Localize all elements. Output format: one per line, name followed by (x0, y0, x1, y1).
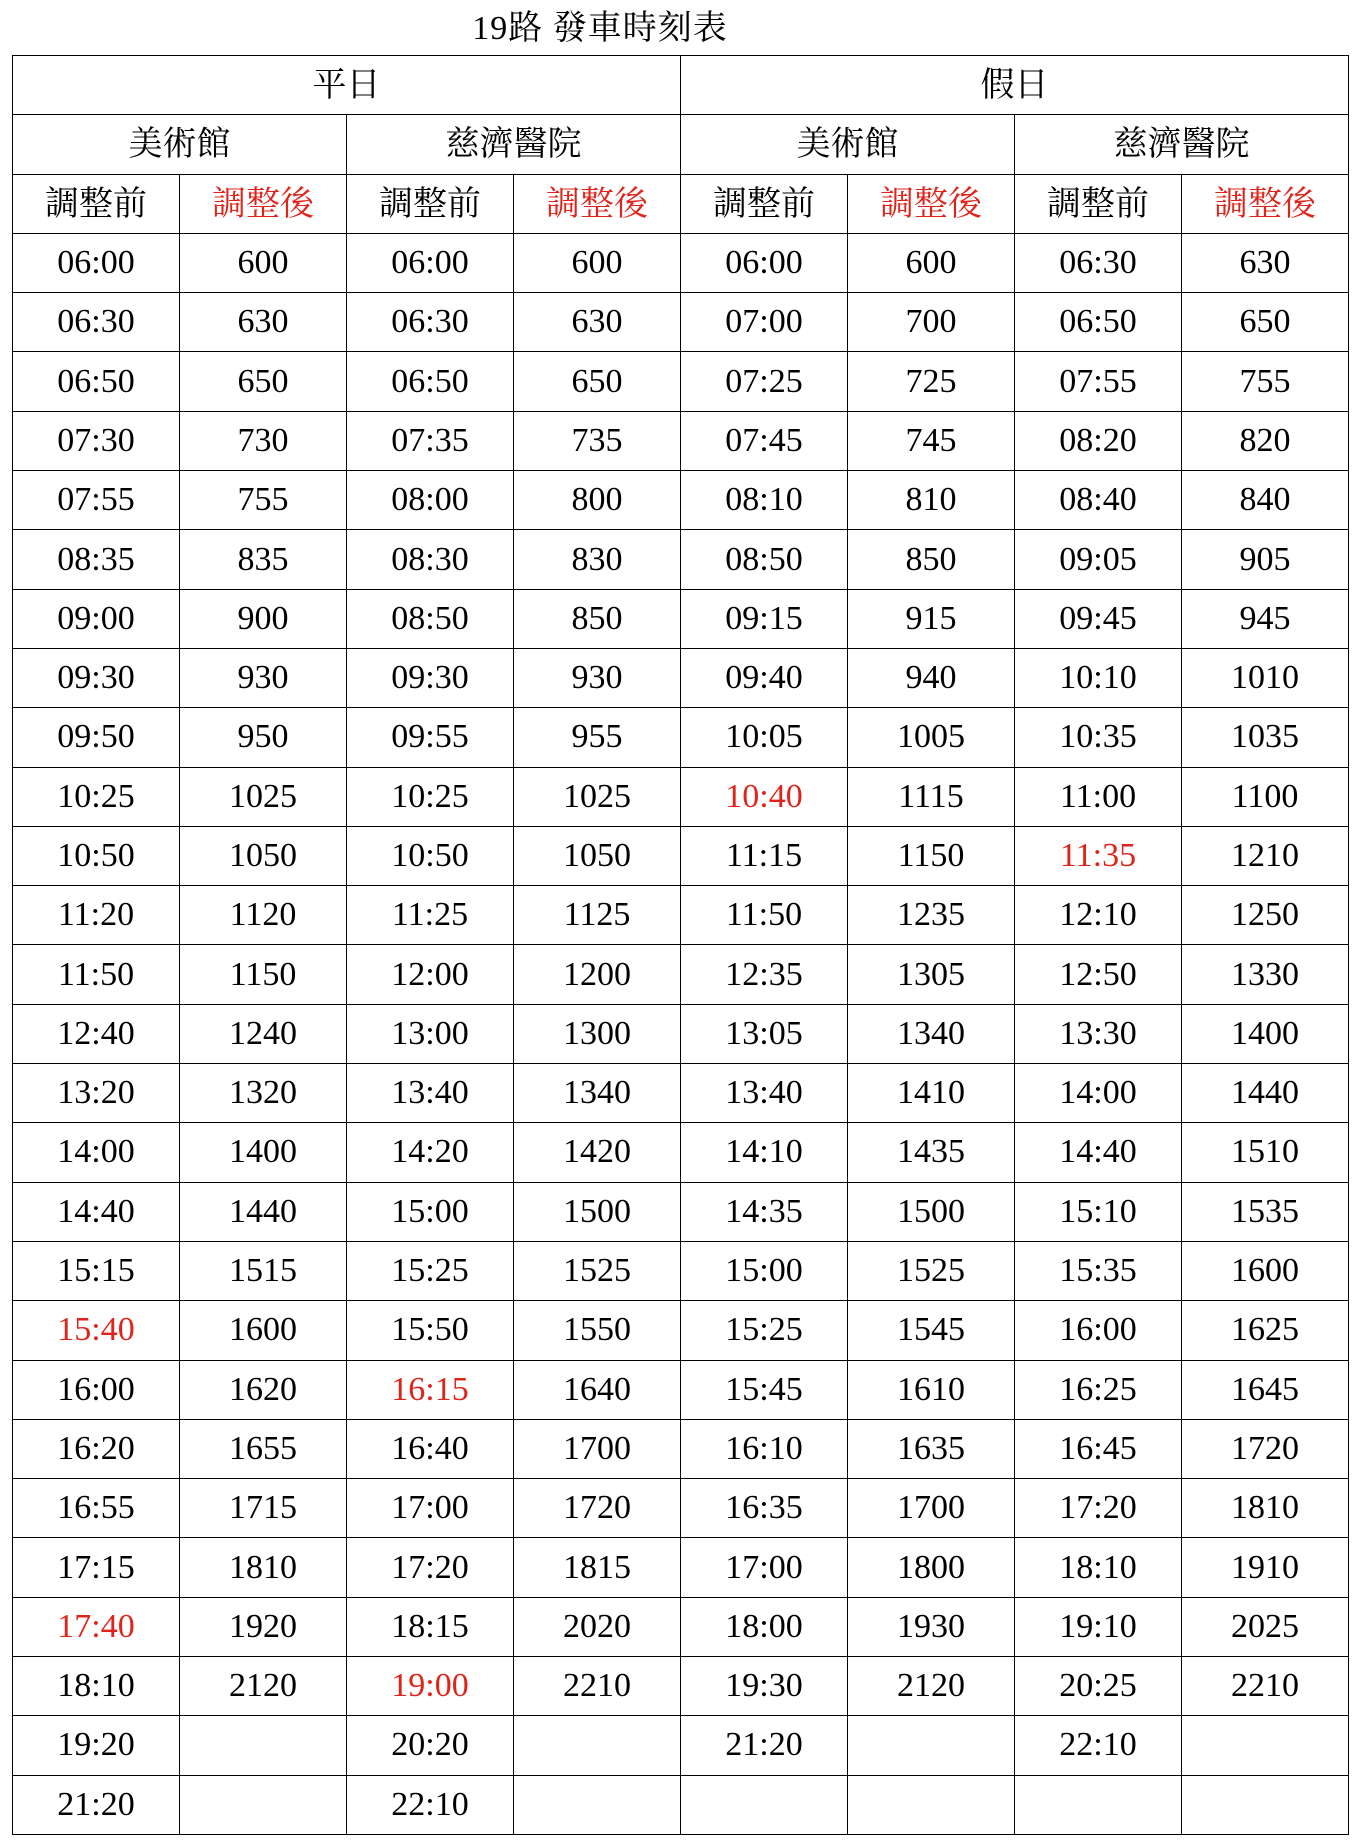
time-after-cell: 1440 (1182, 1064, 1349, 1123)
time-before-cell: 14:20 (347, 1123, 514, 1182)
time-before-cell: 21:20 (681, 1716, 848, 1775)
time-after-cell: 1715 (180, 1479, 347, 1538)
table-row (13, 1004, 1349, 1063)
time-before-cell: 12:10 (1015, 886, 1182, 945)
time-before-cell: 15:40 (13, 1301, 180, 1360)
time-before-cell: 16:55 (13, 1479, 180, 1538)
time-after-cell (1182, 1775, 1349, 1834)
table-row (13, 1419, 1349, 1478)
table-row (13, 1360, 1349, 1419)
time-before-cell: 16:40 (347, 1419, 514, 1478)
time-after-cell: 2120 (848, 1657, 1015, 1716)
time-before-cell: 20:25 (1015, 1657, 1182, 1716)
time-before-cell: 09:30 (13, 648, 180, 707)
table-row (13, 1301, 1349, 1360)
time-after-cell: 1600 (1182, 1241, 1349, 1300)
weekday-header: 平日 (13, 56, 681, 115)
table-row (13, 1538, 1349, 1597)
time-after-cell: 840 (1182, 471, 1349, 530)
time-after-cell: 600 (180, 233, 347, 292)
time-before-cell: 10:10 (1015, 648, 1182, 707)
time-before-cell: 06:00 (347, 233, 514, 292)
time-after-cell: 2210 (514, 1657, 681, 1716)
time-after-cell: 600 (514, 233, 681, 292)
time-after-cell: 1305 (848, 945, 1015, 1004)
time-after-cell: 940 (848, 648, 1015, 707)
time-before-cell: 06:50 (1015, 293, 1182, 352)
time-after-cell: 1600 (180, 1301, 347, 1360)
before-adjust-header: 調整前 (681, 174, 848, 233)
time-after-cell: 725 (848, 352, 1015, 411)
table-row (13, 471, 1349, 530)
time-before-cell: 15:50 (347, 1301, 514, 1360)
time-before-cell: 11:50 (13, 945, 180, 1004)
time-after-cell: 1645 (1182, 1360, 1349, 1419)
time-after-cell: 1640 (514, 1360, 681, 1419)
time-after-cell: 1400 (1182, 1004, 1349, 1063)
time-after-cell: 1240 (180, 1004, 347, 1063)
time-before-cell: 14:40 (13, 1182, 180, 1241)
time-before-cell: 21:20 (13, 1775, 180, 1834)
time-after-cell: 1120 (180, 886, 347, 945)
time-before-cell: 11:35 (1015, 826, 1182, 885)
time-after-cell: 1720 (514, 1479, 681, 1538)
time-after-cell: 1125 (514, 886, 681, 945)
time-before-cell: 10:50 (347, 826, 514, 885)
time-before-cell: 14:00 (1015, 1064, 1182, 1123)
station-header: 慈濟醫院 (347, 115, 681, 174)
time-before-cell: 15:25 (681, 1301, 848, 1360)
time-before-cell: 17:40 (13, 1597, 180, 1656)
time-after-cell: 905 (1182, 530, 1349, 589)
time-after-cell: 1610 (848, 1360, 1015, 1419)
time-before-cell: 08:00 (347, 471, 514, 530)
table-row (13, 411, 1349, 470)
table-row (13, 648, 1349, 707)
time-before-cell: 18:00 (681, 1597, 848, 1656)
time-after-cell: 1025 (180, 767, 347, 826)
table-row (13, 1064, 1349, 1123)
time-before-cell: 12:00 (347, 945, 514, 1004)
time-before-cell: 15:45 (681, 1360, 848, 1419)
time-after-cell: 2025 (1182, 1597, 1349, 1656)
time-after-cell: 1525 (848, 1241, 1015, 1300)
time-after-cell: 1150 (180, 945, 347, 1004)
time-after-cell: 830 (514, 530, 681, 589)
time-before-cell: 20:20 (347, 1716, 514, 1775)
time-before-cell: 06:00 (681, 233, 848, 292)
table-row (13, 708, 1349, 767)
time-after-cell: 2120 (180, 1657, 347, 1716)
time-after-cell: 1550 (514, 1301, 681, 1360)
time-after-cell: 1100 (1182, 767, 1349, 826)
time-after-cell: 1250 (1182, 886, 1349, 945)
time-after-cell: 1210 (1182, 826, 1349, 885)
before-adjust-header: 調整前 (1015, 174, 1182, 233)
table-row (13, 1597, 1349, 1656)
time-before-cell: 15:25 (347, 1241, 514, 1300)
table-row (13, 293, 1349, 352)
time-before-cell: 13:00 (347, 1004, 514, 1063)
time-after-cell: 2020 (514, 1597, 681, 1656)
time-before-cell: 08:10 (681, 471, 848, 530)
time-before-cell: 09:30 (347, 648, 514, 707)
time-after-cell: 1535 (1182, 1182, 1349, 1241)
time-before-cell: 22:10 (347, 1775, 514, 1834)
time-before-cell: 06:00 (13, 233, 180, 292)
time-after-cell: 630 (180, 293, 347, 352)
time-after-cell: 700 (848, 293, 1015, 352)
time-before-cell (681, 1775, 848, 1834)
time-after-cell: 745 (848, 411, 1015, 470)
time-after-cell: 810 (848, 471, 1015, 530)
after-adjust-header: 調整後 (1182, 174, 1349, 233)
table-row (13, 886, 1349, 945)
time-after-cell (848, 1775, 1015, 1834)
time-after-cell: 1515 (180, 1241, 347, 1300)
time-before-cell: 06:50 (347, 352, 514, 411)
time-after-cell: 1700 (848, 1479, 1015, 1538)
time-before-cell: 11:50 (681, 886, 848, 945)
time-before-cell: 19:10 (1015, 1597, 1182, 1656)
time-after-cell: 930 (514, 648, 681, 707)
time-after-cell: 1050 (514, 826, 681, 885)
time-before-cell: 08:20 (1015, 411, 1182, 470)
time-after-cell: 1035 (1182, 708, 1349, 767)
time-before-cell: 15:00 (681, 1241, 848, 1300)
time-after-cell: 930 (180, 648, 347, 707)
time-before-cell: 10:25 (13, 767, 180, 826)
time-before-cell: 09:40 (681, 648, 848, 707)
time-after-cell: 1050 (180, 826, 347, 885)
time-before-cell: 16:35 (681, 1479, 848, 1538)
time-before-cell: 10:50 (13, 826, 180, 885)
time-after-cell: 755 (180, 471, 347, 530)
time-before-cell: 16:25 (1015, 1360, 1182, 1419)
time-before-cell: 14:40 (1015, 1123, 1182, 1182)
time-before-cell: 10:05 (681, 708, 848, 767)
time-before-cell: 18:15 (347, 1597, 514, 1656)
time-after-cell: 915 (848, 589, 1015, 648)
time-before-cell: 19:20 (13, 1716, 180, 1775)
time-after-cell: 1340 (848, 1004, 1015, 1063)
station-header: 美術館 (13, 115, 347, 174)
after-adjust-header: 調整後 (848, 174, 1015, 233)
time-before-cell: 19:00 (347, 1657, 514, 1716)
time-before-cell: 06:50 (13, 352, 180, 411)
time-after-cell: 1810 (180, 1538, 347, 1597)
time-after-cell: 1655 (180, 1419, 347, 1478)
time-before-cell: 18:10 (13, 1657, 180, 1716)
time-before-cell: 12:40 (13, 1004, 180, 1063)
time-after-cell: 1700 (514, 1419, 681, 1478)
table-row (13, 530, 1349, 589)
time-before-cell: 16:00 (13, 1360, 180, 1419)
time-before-cell: 16:20 (13, 1419, 180, 1478)
time-before-cell (1015, 1775, 1182, 1834)
header-row-daytype (13, 56, 1349, 115)
time-after-cell: 1115 (848, 767, 1015, 826)
time-before-cell: 07:25 (681, 352, 848, 411)
time-after-cell: 630 (514, 293, 681, 352)
time-before-cell: 17:00 (681, 1538, 848, 1597)
time-before-cell: 11:00 (1015, 767, 1182, 826)
time-before-cell: 06:30 (347, 293, 514, 352)
table-row (13, 1657, 1349, 1716)
time-before-cell: 08:50 (681, 530, 848, 589)
time-before-cell: 17:15 (13, 1538, 180, 1597)
time-before-cell: 16:45 (1015, 1419, 1182, 1478)
time-before-cell: 11:15 (681, 826, 848, 885)
time-before-cell: 10:25 (347, 767, 514, 826)
time-before-cell: 11:20 (13, 886, 180, 945)
time-after-cell: 1025 (514, 767, 681, 826)
time-before-cell: 09:55 (347, 708, 514, 767)
time-after-cell: 1620 (180, 1360, 347, 1419)
time-before-cell: 08:40 (1015, 471, 1182, 530)
time-after-cell (1182, 1716, 1349, 1775)
timetable (12, 55, 1349, 1835)
time-after-cell: 1235 (848, 886, 1015, 945)
table-row (13, 945, 1349, 1004)
time-before-cell: 14:00 (13, 1123, 180, 1182)
time-after-cell: 600 (848, 233, 1015, 292)
time-after-cell: 2210 (1182, 1657, 1349, 1716)
time-after-cell: 1720 (1182, 1419, 1349, 1478)
time-after-cell: 1800 (848, 1538, 1015, 1597)
time-after-cell: 650 (514, 352, 681, 411)
time-after-cell: 1320 (180, 1064, 347, 1123)
time-after-cell: 1545 (848, 1301, 1015, 1360)
table-row (13, 1716, 1349, 1775)
time-before-cell: 09:05 (1015, 530, 1182, 589)
time-after-cell: 1150 (848, 826, 1015, 885)
time-after-cell: 945 (1182, 589, 1349, 648)
time-before-cell: 17:00 (347, 1479, 514, 1538)
table-row (13, 826, 1349, 885)
time-before-cell: 11:25 (347, 886, 514, 945)
time-before-cell: 16:15 (347, 1360, 514, 1419)
time-after-cell: 1930 (848, 1597, 1015, 1656)
time-before-cell: 14:35 (681, 1182, 848, 1241)
table-row (13, 1182, 1349, 1241)
after-adjust-header: 調整後 (180, 174, 347, 233)
time-before-cell: 13:20 (13, 1064, 180, 1123)
time-before-cell: 18:10 (1015, 1538, 1182, 1597)
time-before-cell: 08:30 (347, 530, 514, 589)
header-row-adjust (13, 174, 1349, 233)
time-before-cell: 07:55 (1015, 352, 1182, 411)
time-before-cell: 19:30 (681, 1657, 848, 1716)
time-after-cell: 630 (1182, 233, 1349, 292)
time-after-cell: 1440 (180, 1182, 347, 1241)
time-before-cell: 07:55 (13, 471, 180, 530)
time-after-cell: 1810 (1182, 1479, 1349, 1538)
time-before-cell: 17:20 (1015, 1479, 1182, 1538)
time-after-cell: 650 (180, 352, 347, 411)
time-before-cell: 16:00 (1015, 1301, 1182, 1360)
time-before-cell: 09:50 (13, 708, 180, 767)
table-row (13, 1241, 1349, 1300)
time-after-cell: 1815 (514, 1538, 681, 1597)
time-after-cell: 1410 (848, 1064, 1015, 1123)
time-after-cell: 1510 (1182, 1123, 1349, 1182)
time-after-cell: 1400 (180, 1123, 347, 1182)
time-after-cell: 1910 (1182, 1538, 1349, 1597)
time-after-cell: 1920 (180, 1597, 347, 1656)
station-header: 慈濟醫院 (1015, 115, 1349, 174)
time-after-cell (180, 1716, 347, 1775)
time-after-cell: 755 (1182, 352, 1349, 411)
time-before-cell: 15:15 (13, 1241, 180, 1300)
time-after-cell: 1010 (1182, 648, 1349, 707)
time-after-cell: 1340 (514, 1064, 681, 1123)
after-adjust-header: 調整後 (514, 174, 681, 233)
time-before-cell: 09:00 (13, 589, 180, 648)
time-after-cell: 800 (514, 471, 681, 530)
time-after-cell: 900 (180, 589, 347, 648)
time-after-cell: 955 (514, 708, 681, 767)
time-after-cell: 820 (1182, 411, 1349, 470)
time-before-cell: 07:00 (681, 293, 848, 352)
time-before-cell: 06:30 (1015, 233, 1182, 292)
table-row (13, 1479, 1349, 1538)
time-after-cell (514, 1775, 681, 1834)
time-after-cell: 1625 (1182, 1301, 1349, 1360)
table-row (13, 233, 1349, 292)
time-before-cell: 08:50 (347, 589, 514, 648)
time-after-cell: 1200 (514, 945, 681, 1004)
time-before-cell: 22:10 (1015, 1716, 1182, 1775)
time-before-cell: 12:50 (1015, 945, 1182, 1004)
time-after-cell: 1500 (848, 1182, 1015, 1241)
table-row (13, 352, 1349, 411)
time-before-cell: 09:45 (1015, 589, 1182, 648)
before-adjust-header: 調整前 (13, 174, 180, 233)
time-after-cell (514, 1716, 681, 1775)
header-row-station (13, 115, 1349, 174)
time-after-cell (180, 1775, 347, 1834)
time-before-cell: 15:00 (347, 1182, 514, 1241)
time-before-cell: 10:35 (1015, 708, 1182, 767)
time-before-cell: 13:30 (1015, 1004, 1182, 1063)
time-before-cell: 16:10 (681, 1419, 848, 1478)
table-row (13, 1123, 1349, 1182)
time-before-cell: 13:40 (681, 1064, 848, 1123)
time-before-cell: 08:35 (13, 530, 180, 589)
time-before-cell: 07:45 (681, 411, 848, 470)
time-after-cell: 950 (180, 708, 347, 767)
time-before-cell: 07:35 (347, 411, 514, 470)
time-after-cell: 1330 (1182, 945, 1349, 1004)
holiday-header: 假日 (681, 56, 1349, 115)
time-after-cell: 735 (514, 411, 681, 470)
before-adjust-header: 調整前 (347, 174, 514, 233)
time-after-cell: 1300 (514, 1004, 681, 1063)
time-before-cell: 07:30 (13, 411, 180, 470)
time-after-cell: 1635 (848, 1419, 1015, 1478)
table-row (13, 589, 1349, 648)
time-after-cell: 1435 (848, 1123, 1015, 1182)
station-header: 美術館 (681, 115, 1015, 174)
time-after-cell: 1500 (514, 1182, 681, 1241)
time-after-cell: 730 (180, 411, 347, 470)
time-before-cell: 09:15 (681, 589, 848, 648)
table-row (13, 767, 1349, 826)
time-before-cell: 10:40 (681, 767, 848, 826)
time-after-cell: 1525 (514, 1241, 681, 1300)
time-after-cell (848, 1716, 1015, 1775)
time-before-cell: 06:30 (13, 293, 180, 352)
time-after-cell: 835 (180, 530, 347, 589)
time-after-cell: 650 (1182, 293, 1349, 352)
time-after-cell: 1420 (514, 1123, 681, 1182)
time-before-cell: 17:20 (347, 1538, 514, 1597)
time-before-cell: 14:10 (681, 1123, 848, 1182)
time-before-cell: 15:35 (1015, 1241, 1182, 1300)
time-after-cell: 850 (514, 589, 681, 648)
table-row (13, 1775, 1349, 1834)
time-before-cell: 13:05 (681, 1004, 848, 1063)
time-after-cell: 850 (848, 530, 1015, 589)
time-before-cell: 12:35 (681, 945, 848, 1004)
time-before-cell: 15:10 (1015, 1182, 1182, 1241)
time-after-cell: 1005 (848, 708, 1015, 767)
page-title: 19路 發車時刻表 (472, 10, 728, 47)
time-before-cell: 13:40 (347, 1064, 514, 1123)
